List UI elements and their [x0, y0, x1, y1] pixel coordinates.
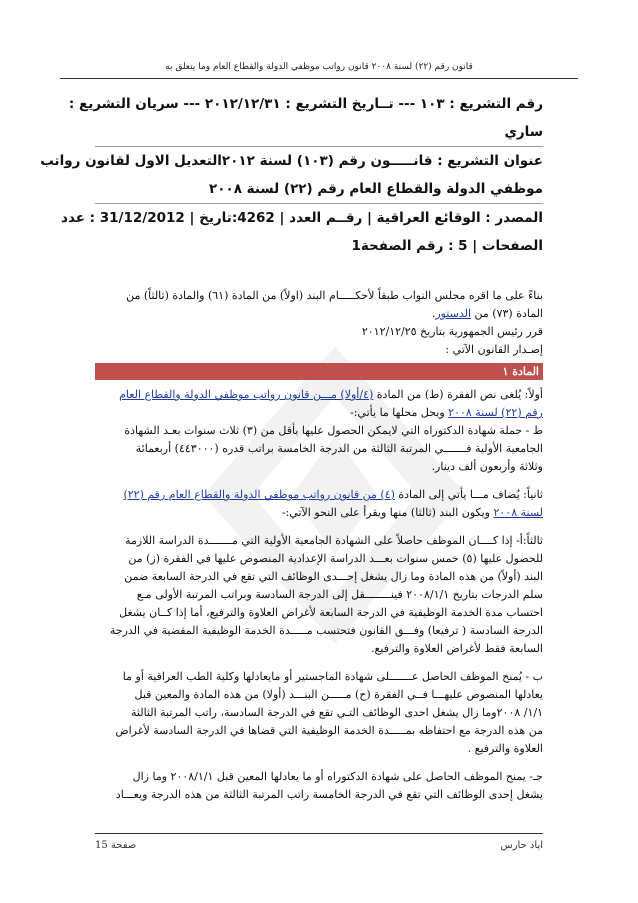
- footer-divider: [95, 833, 543, 834]
- law-article-link[interactable]: (٤) من قانون رواتب موظفي الدولة والقطاع العام رقم (٢٢): [123, 488, 395, 501]
- meta-title-cont: موظفي الدولة والقطاع العام رقم (٢٢) لسنة ٢٠٠٨: [209, 181, 543, 197]
- preamble: بناءً على ما اقره مجلس النواب طبقاً لأحكـــــام البند (اولاً) من المادة (٦١) والمادة (ثالثاً) من المادة (٧٣) من الدستور. قرر رئيس الجمهورية بتاريخ ٢٠١٢/١٢/٢٥ إصـدار القانون الآتي :: [126, 289, 543, 356]
- meta-number-date: رقم التشريع : ١٠٣ --- تــاريخ التشريع : ٢٠١٢/١٢/٣١ --- سريان التشريع :: [68, 96, 543, 112]
- footer-author: اياد حارس: [500, 840, 543, 851]
- legislation-meta: [40, 90, 543, 260]
- law-article-link[interactable]: (٤/أولا) مـــن قانون رواتب موظفي الدولة والقطاع العام: [119, 388, 374, 401]
- page-number: صفحة 15: [95, 840, 137, 851]
- clause-third-b: ب - يُمنح الموظف الحاصل عـــــــلى شهادة الماجستير أو مايعادلها وكلية الطب العراقية أو ما يعادلها المنصوص عليهـــا فــي الفقرة (ح) مـــــن البنـــد (أولا) من هذه المادة والمعين قبل ١/١/ ٢٠٠٨وما زال يشغل احدى الوظائف التـي تقع في الدرجة السادسة، راتب المرتبة الثالثة من هذه الدرجة مع احتفاظه بمـــــدة الخدمة الوظيفية التي قضاها في الدرجة السادسة لأغراض العلاوة والترفيع .: [115, 670, 543, 755]
- clause-second: ثانياً: يُضاف مـــا يأتي إلى المادة (٤) من قانون رواتب موظفي الدولة والقطاع العام رقم (٢٢) لسنة ٢٠٠٨ ويكون البند (ثالثا) منها ويقرأ على النحو الآتي:-: [123, 488, 543, 519]
- document-body: [95, 287, 543, 814]
- clause-first: أولاً: يُلغى نص الفقرة (ط) من المادة (٤/أولا) مـــن قانون رواتب موظفي الدولة والقطاع العام رقم (٢٢) لسنة ٢٠٠٨ ويحل محلها ما يأتي:- ط - حملة شهادة الدكتوراه التي لايمكن الحصول عليها بأقل من (٣) ثلاث سنوات بعـد الشهادة الجامعية الأولية فـــــــي المرتبة الثالثة من الدرجة الخامسة براتب قدره (٤٤٣٠٠٠) أربعمائة وثلاثة وأربعون ألف دينار.: [119, 388, 543, 473]
- clause-third-c: جـ- يمنح الموظف الحاصل على شهادة الدكتوراه أو ما يعادلها المعين قبل ٢٠٠٨/١/١ وما زال يشغل إحدى الوظائف التي تقع في الدرجة الخامسة راتب المرتبة الثالثة من هذه الدرجة ويعـــاد: [115, 770, 543, 801]
- clause-third-a: ثالثاً:أ- إذا كــــان الموظف حاصلاً على الشهادة الجامعية الأولية التي مـــــــدة الدراسة اللازمة للحصول عليها (٥) خمس سنوات بعـــد الدراسة الإعدادية المنصوص عليها في الفقرة (ز) من البند (أولاً) من هذه المادة وما زال يشغل إحـــدى الوظائف التي تقع في الدرجة السابعة ضمن سلم الدرجات بتاريخ ٢٠٠٨/١/١ فينــــــــقل إلى الدرجة السادسة وبراتب المرتبة الأولى مـع احتساب مدة الخدمة الوظيفية في الدرجة السابعة لأغراض العلاوة والترفيع، أما إذا كــان يشغل الدرجة السادسة ( ترفيعا) وفـــق القانون فتحتسب مـــــدة الخدمة الوظيفية المقضية في الدرجة السابعة فقط لأغراض العلاوة والترفيع.: [109, 534, 543, 655]
- article-heading: المادة ١: [95, 363, 543, 380]
- meta-source: المصدر : الوقائع العراقية | رقــم العدد | 4262:تاريخ | 31/12/2012 : عدد: [61, 210, 543, 226]
- header-divider: [60, 78, 578, 79]
- meta-title: عنوان التشريع : قانـــــون رقم (١٠٣) لسنة ٢٠١٢التعديل الاول لقانون رواتب: [40, 153, 543, 169]
- running-header: قانون رقم (٢٢) لسنة ٢٠٠٨ قانون رواتب موظفي الدولة والقطاع العام وما يتعلق به: [165, 62, 473, 72]
- law-number-link[interactable]: رقم (٢٢) لسنة ٢٠٠٨: [448, 406, 543, 419]
- meta-pages: الصفحات | 5 : رقم الصفحة1: [351, 238, 543, 254]
- law-year-link[interactable]: لسنة ٢٠٠٨: [493, 506, 543, 519]
- meta-status: ساري: [504, 124, 543, 140]
- constitution-link[interactable]: الدستور: [435, 307, 472, 320]
